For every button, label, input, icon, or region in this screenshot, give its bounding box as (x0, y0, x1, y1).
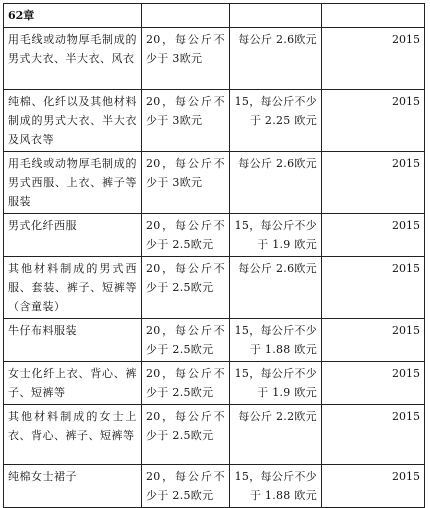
current-duty-rate: 20，每公斤不少于 2.5欧元 (142, 319, 230, 362)
reduced-duty-rate: 15，每公斤不少于 2.25 欧元 (230, 90, 322, 152)
goods-description: 纯棉、化纤以及其他材料制成的男式大衣、半大衣及风衣等 (4, 90, 142, 152)
effective-year: 2015 (322, 362, 425, 405)
current-duty-rate: 20，每公斤不少于 2.5欧元 (142, 257, 230, 319)
table-row (4, 90, 425, 152)
table-row (4, 465, 425, 508)
effective-year: 2015 (322, 214, 425, 257)
goods-description: 女士化纤上衣、背心、裤子、短裤等 (4, 362, 142, 405)
current-duty-rate: 20，每公斤不少于 2.5欧元 (142, 214, 230, 257)
chapter-heading: 62章 (4, 4, 142, 28)
reduced-duty-rate: 每公斤 2.6欧元 (230, 257, 322, 319)
effective-year: 2015 (322, 257, 425, 319)
table-row (4, 152, 425, 214)
current-duty-rate: 20，每公斤不少于 2.5欧元 (142, 465, 230, 508)
reduced-duty-rate: 15，每公斤不少于 1.88 欧元 (230, 319, 322, 362)
goods-description: 用毛线或动物厚毛制成的男式大衣、半大衣、风衣 (4, 28, 142, 90)
effective-year: 2015 (322, 465, 425, 508)
current-duty-rate: 20，每公斤不少于 2.5欧元 (142, 405, 230, 465)
current-duty-rate: 20，每公斤不少于 3欧元 (142, 90, 230, 152)
chapter-empty-cell (322, 4, 425, 28)
table-row (4, 319, 425, 362)
tariff-table (3, 3, 425, 508)
table-row (4, 362, 425, 405)
reduced-duty-rate: 每公斤 2.6欧元 (230, 28, 322, 90)
effective-year: 2015 (322, 28, 425, 90)
effective-year: 2015 (322, 152, 425, 214)
current-duty-rate: 20，每公斤不少于 2.5欧元 (142, 362, 230, 405)
table-row (4, 257, 425, 319)
effective-year: 2015 (322, 90, 425, 152)
goods-description: 其他材料制成的男式西服、套装、裤子、短裤等（含童装） (4, 257, 142, 319)
goods-description: 用毛线或动物厚毛制成的男式西服、上衣、裤子等服装 (4, 152, 142, 214)
current-duty-rate: 20，每公斤不少于 3欧元 (142, 28, 230, 90)
current-duty-rate: 20，每公斤不少于 3欧元 (142, 152, 230, 214)
chapter-empty-cell (142, 4, 230, 28)
goods-description: 其他材料制成的女士上衣、背心、裤子、短裤等 (4, 405, 142, 465)
reduced-duty-rate: 15，每公斤不少于 1.88 欧元 (230, 465, 322, 508)
reduced-duty-rate: 每公斤 2.6欧元 (230, 152, 322, 214)
goods-description: 纯棉女士裙子 (4, 465, 142, 508)
reduced-duty-rate: 15，每公斤不少于 1.9 欧元 (230, 362, 322, 405)
tariff-document (3, 3, 424, 508)
goods-description: 牛仔布料服装 (4, 319, 142, 362)
reduced-duty-rate: 15，每公斤不少于 1.9 欧元 (230, 214, 322, 257)
goods-description: 男式化纤西服 (4, 214, 142, 257)
effective-year: 2015 (322, 319, 425, 362)
table-row (4, 214, 425, 257)
table-row (4, 405, 425, 465)
chapter-empty-cell (230, 4, 322, 28)
effective-year: 2015 (322, 405, 425, 465)
chapter-row (4, 4, 425, 28)
table-row (4, 28, 425, 90)
reduced-duty-rate: 每公斤 2.2欧元 (230, 405, 322, 465)
